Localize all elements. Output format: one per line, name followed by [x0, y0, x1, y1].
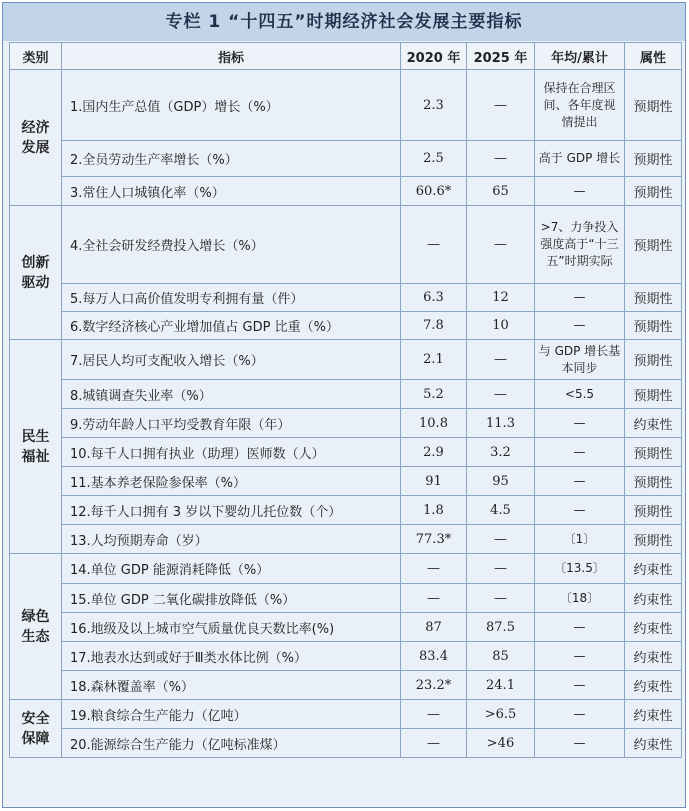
indicator-cell: 13.人均预期寿命（岁） — [62, 525, 401, 554]
indicator-cell: 19.粮食综合生产能力（亿吨） — [62, 700, 401, 729]
value-2020-cell: 2.1 — [401, 340, 467, 380]
header-attribute: 属性 — [625, 43, 682, 70]
value-2020-cell: — — [401, 584, 467, 613]
table-row — [10, 671, 682, 700]
table-row — [10, 70, 682, 141]
value-2025-cell: 95 — [467, 467, 535, 496]
value-2020-cell: 2.5 — [401, 141, 467, 177]
value-2025-cell: 65 — [467, 177, 535, 206]
value-2025-cell: — — [467, 525, 535, 554]
attribute-cell: 约束性 — [625, 554, 682, 584]
value-2025-cell: 87.5 — [467, 613, 535, 642]
cumulative-cell: 〔13.5〕 — [535, 554, 625, 584]
indicator-cell: 2.全员劳动生产率增长（%） — [62, 141, 401, 177]
header-2025: 2025 年 — [467, 43, 535, 70]
cumulative-cell: — — [535, 467, 625, 496]
indicator-cell: 10.每千人口拥有执业（助理）医师数（人） — [62, 438, 401, 467]
table-row — [10, 438, 682, 467]
value-2025-cell: 3.2 — [467, 438, 535, 467]
attribute-cell: 预期性 — [625, 141, 682, 177]
panel-title: 专栏 1 “十四五”时期经济社会发展主要指标 — [3, 3, 685, 41]
value-2025-cell: 10 — [467, 312, 535, 340]
header-category: 类别 — [10, 43, 62, 70]
cumulative-cell: — — [535, 700, 625, 729]
table-row — [10, 525, 682, 554]
indicator-cell: 7.居民人均可支配收入增长（%） — [62, 340, 401, 380]
category-cell: 安全 保障 — [10, 700, 62, 758]
value-2020-cell: 87 — [401, 613, 467, 642]
category-cell: 民生 福祉 — [10, 340, 62, 554]
cumulative-cell: 〔1〕 — [535, 525, 625, 554]
cumulative-cell: 高于 GDP 增长 — [535, 141, 625, 177]
table-body — [10, 70, 682, 758]
value-2020-cell: 60.6* — [401, 177, 467, 206]
cumulative-cell: — — [535, 284, 625, 312]
table-row — [10, 177, 682, 206]
value-2025-cell: — — [467, 380, 535, 409]
table-row — [10, 340, 682, 380]
table-row — [10, 284, 682, 312]
indicator-cell: 16.地级及以上城市空气质量优良天数比率(%) — [62, 613, 401, 642]
cumulative-cell: 〔18〕 — [535, 584, 625, 613]
attribute-cell: 约束性 — [625, 700, 682, 729]
value-2025-cell: >6.5 — [467, 700, 535, 729]
cumulative-cell: — — [535, 613, 625, 642]
indicator-cell: 12.每千人口拥有 3 岁以下婴幼儿托位数（个） — [62, 496, 401, 525]
indicator-cell: 5.每万人口高价值发明专利拥有量（件） — [62, 284, 401, 312]
indicator-cell: 3.常住人口城镇化率（%） — [62, 177, 401, 206]
indicator-panel — [2, 2, 686, 808]
value-2020-cell: — — [401, 554, 467, 584]
table-row — [10, 729, 682, 758]
indicator-cell: 14.单位 GDP 能源消耗降低（%） — [62, 554, 401, 584]
value-2025-cell: — — [467, 584, 535, 613]
value-2020-cell: — — [401, 700, 467, 729]
table-row — [10, 380, 682, 409]
category-cell: 绿色 生态 — [10, 554, 62, 700]
value-2025-cell: 85 — [467, 642, 535, 671]
cumulative-cell: 与 GDP 增长基本同步 — [535, 340, 625, 380]
header-indicator: 指标 — [62, 43, 401, 70]
table-row — [10, 141, 682, 177]
value-2025-cell: >46 — [467, 729, 535, 758]
attribute-cell: 预期性 — [625, 496, 682, 525]
value-2020-cell: — — [401, 206, 467, 284]
value-2020-cell: 6.3 — [401, 284, 467, 312]
value-2020-cell: 5.2 — [401, 380, 467, 409]
attribute-cell: 预期性 — [625, 380, 682, 409]
attribute-cell: 约束性 — [625, 584, 682, 613]
indicator-cell: 20.能源综合生产能力（亿吨标准煤） — [62, 729, 401, 758]
attribute-cell: 预期性 — [625, 340, 682, 380]
attribute-cell: 预期性 — [625, 70, 682, 141]
value-2025-cell: 24.1 — [467, 671, 535, 700]
table-row — [10, 700, 682, 729]
table-row — [10, 642, 682, 671]
indicator-table — [9, 42, 682, 758]
cumulative-cell: — — [535, 438, 625, 467]
indicator-cell: 17.地表水达到或好于Ⅲ类水体比例（%） — [62, 642, 401, 671]
table-row — [10, 496, 682, 525]
header-2020: 2020 年 — [401, 43, 467, 70]
value-2025-cell: — — [467, 70, 535, 141]
table-row — [10, 554, 682, 584]
cumulative-cell: 保持在合理区间、各年度视情提出 — [535, 70, 625, 141]
value-2025-cell: — — [467, 141, 535, 177]
value-2020-cell: 77.3* — [401, 525, 467, 554]
attribute-cell: 约束性 — [625, 613, 682, 642]
indicator-cell: 8.城镇调查失业率（%） — [62, 380, 401, 409]
indicator-cell: 6.数字经济核心产业增加值占 GDP 比重（%） — [62, 312, 401, 340]
attribute-cell: 预期性 — [625, 438, 682, 467]
value-2020-cell: 2.9 — [401, 438, 467, 467]
attribute-cell: 预期性 — [625, 312, 682, 340]
table-row — [10, 409, 682, 438]
indicator-cell: 18.森林覆盖率（%） — [62, 671, 401, 700]
attribute-cell: 预期性 — [625, 177, 682, 206]
table-row — [10, 613, 682, 642]
indicator-cell: 9.劳动年龄人口平均受教育年限（年） — [62, 409, 401, 438]
table-row — [10, 312, 682, 340]
indicator-cell: 4.全社会研发经费投入增长（%） — [62, 206, 401, 284]
cumulative-cell: — — [535, 671, 625, 700]
value-2020-cell: 7.8 — [401, 312, 467, 340]
attribute-cell: 预期性 — [625, 284, 682, 312]
attribute-cell: 约束性 — [625, 409, 682, 438]
cumulative-cell: — — [535, 642, 625, 671]
attribute-cell: 预期性 — [625, 525, 682, 554]
value-2020-cell: 10.8 — [401, 409, 467, 438]
value-2025-cell: — — [467, 554, 535, 584]
cumulative-cell: — — [535, 409, 625, 438]
value-2025-cell: 12 — [467, 284, 535, 312]
category-cell: 创新 驱动 — [10, 206, 62, 340]
attribute-cell: 约束性 — [625, 642, 682, 671]
attribute-cell: 预期性 — [625, 206, 682, 284]
cumulative-cell: — — [535, 312, 625, 340]
value-2025-cell: — — [467, 340, 535, 380]
cumulative-cell: — — [535, 729, 625, 758]
value-2025-cell: 11.3 — [467, 409, 535, 438]
table-row — [10, 584, 682, 613]
value-2020-cell: 23.2* — [401, 671, 467, 700]
table-row — [10, 206, 682, 284]
value-2020-cell: 91 — [401, 467, 467, 496]
value-2020-cell: — — [401, 729, 467, 758]
value-2025-cell: 4.5 — [467, 496, 535, 525]
cumulative-cell: <5.5 — [535, 380, 625, 409]
attribute-cell: 约束性 — [625, 671, 682, 700]
indicator-cell: 1.国内生产总值（GDP）增长（%） — [62, 70, 401, 141]
cumulative-cell: >7、力争投入强度高于“十三五”时期实际 — [535, 206, 625, 284]
category-cell: 经济 发展 — [10, 70, 62, 206]
header-cumulative: 年均/累计 — [535, 43, 625, 70]
cumulative-cell: — — [535, 496, 625, 525]
value-2020-cell: 2.3 — [401, 70, 467, 141]
value-2025-cell: — — [467, 206, 535, 284]
table-row — [10, 467, 682, 496]
attribute-cell: 预期性 — [625, 467, 682, 496]
value-2020-cell: 1.8 — [401, 496, 467, 525]
value-2020-cell: 83.4 — [401, 642, 467, 671]
indicator-cell: 11.基本养老保险参保率（%） — [62, 467, 401, 496]
attribute-cell: 约束性 — [625, 729, 682, 758]
indicator-cell: 15.单位 GDP 二氧化碳排放降低（%） — [62, 584, 401, 613]
header-row — [10, 43, 682, 70]
cumulative-cell: — — [535, 177, 625, 206]
